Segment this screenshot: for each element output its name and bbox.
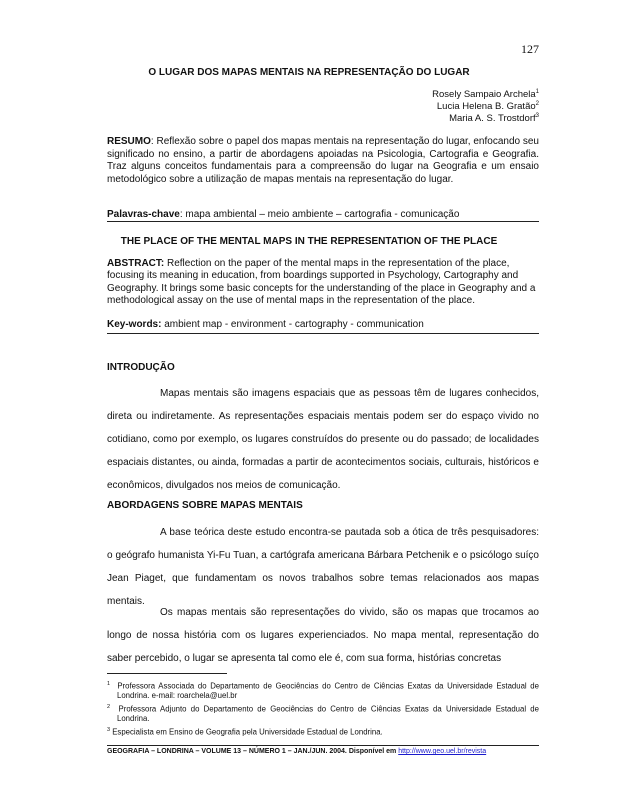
footnote-number: 3 xyxy=(107,726,111,733)
footnote-text: Especialista em Ensino de Geografia pela Universidade Estadual de Londrina. xyxy=(112,727,383,737)
abstract-text: Reflection on the paper of the mental maps in the representation of the place, focusing its meaning in education, from boardings supported in Psychology, Cartography and Geography. It brings some basic concepts for the understanding of the place in Geography and a methodological assay on the use of mental maps in the representation of the place. xyxy=(107,258,536,306)
page-number: 127 xyxy=(521,42,539,56)
divider xyxy=(107,333,539,334)
palavras-chave-text: : mapa ambiental – meio ambiente – cartografia - comunicação xyxy=(179,209,460,220)
author-name: Maria A. S. Trostdorf xyxy=(449,113,536,124)
author-footnote-ref: 3 xyxy=(535,112,539,119)
author-footnote-ref: 1 xyxy=(535,88,539,95)
approach-paragraph-2: Os mapas mentais são representações do vivido, são os mapas que trocamos ao longo de nossa história com os lugares experienciados. No mapa mental, representação do saber percebido, o lugar se apresenta tal como ele é, com sua forma, histórias concretas xyxy=(107,607,539,664)
abstract-label: ABSTRACT: xyxy=(107,258,165,269)
palavras-chave-label: Palavras-chave xyxy=(107,209,180,220)
author-name: Lucia Helena B. Gratão xyxy=(436,101,536,112)
section-heading-introducao: INTRODUÇÃO xyxy=(107,362,175,373)
footnote-text: Professora Adjunto do Departamento de Geociências do Centro de Ciências Exatas da Universidade Estadual de Londrina. xyxy=(117,704,539,723)
journal-footer xyxy=(107,748,539,755)
footnote-text: Professora Associada do Departamento de Geociências do Centro de Ciências Exatas da Universidade Estadual de Londrina. e-mail: roarchela@uel.br xyxy=(117,681,539,701)
footer-divider xyxy=(107,745,539,746)
keywords xyxy=(107,319,539,332)
resumo-paragraph xyxy=(107,136,539,186)
footnote-number: 2 xyxy=(107,703,111,710)
footer-citation: GEOGRAFIA – LONDRINA – VOLUME 13 – NÚMERO 1 – JAN./JUN. 2004. Disponível em xyxy=(107,748,399,755)
footnote-divider xyxy=(107,673,227,674)
english-title: THE PLACE OF THE MENTAL MAPS IN THE REPRESENTATION OF THE PLACE xyxy=(120,236,498,247)
footnotes xyxy=(107,680,539,739)
footnote-2 xyxy=(107,703,539,724)
article-title: O LUGAR DOS MAPAS MENTAIS NA REPRESENTAÇÃO DO LUGAR xyxy=(148,67,470,78)
author-list xyxy=(432,89,539,125)
author-footnote-ref: 2 xyxy=(535,100,539,107)
footnote-number: 1 xyxy=(107,681,111,687)
resumo-text: : Reflexão sobre o papel dos mapas mentais na representação do lugar, enfocando seu significado no ensino, a partir de abordagens apoiadas na Psicologia, Cartografia e Geografia. Traz alguns conceitos fundamentais para a compreensão do lugar na Geografia e um ensaio metodológico sobre a utilização de mapas mentais na representação do lugar. xyxy=(107,136,539,185)
author-1 xyxy=(432,89,539,101)
keywords-label: Key-words: xyxy=(107,319,162,330)
author-name: Rosely Sampaio Archela xyxy=(432,89,536,100)
author-2 xyxy=(432,101,539,113)
author-3 xyxy=(432,113,539,125)
intro-paragraph: Mapas mentais são imagens espaciais que as pessoas têm de lugares conhecidos, direta ou indiretamente. As representações espaciais mentais podem ser do espaço vivido no cotidiano, como por exemplo, os lugares construídos do presente ou do passado; de localidades espaciais distantes, ou ainda, formadas a partir de acontecimentos sociais, culturais, históricos e econômicos, divulgados nos meios de comunicação. xyxy=(107,388,539,491)
palavras-chave xyxy=(107,209,539,222)
footnote-3 xyxy=(107,726,539,737)
approach-paragraph-1: A base teórica deste estudo encontra-se pautada sob a ótica de três pesquisadores: o geógrafo humanista Yi-Fu Tuan, a cartógrafa americana Bárbara Petchenik e o psicólogo suíço Jean Piaget, que fundamentam os novos trabalhos sobre temas relacionados aos mapas mentais. xyxy=(107,527,539,607)
section-heading-abordagens: ABORDAGENS SOBRE MAPAS MENTAIS xyxy=(107,500,303,511)
abstract-paragraph xyxy=(107,258,539,307)
keywords-text: ambient map - environment - cartography - communication xyxy=(161,319,424,330)
footnote-1 xyxy=(107,680,539,701)
journal-link[interactable]: http://www.geo.uel.br/revista xyxy=(398,748,487,755)
resumo-label: RESUMO xyxy=(107,136,151,147)
divider xyxy=(107,221,539,222)
